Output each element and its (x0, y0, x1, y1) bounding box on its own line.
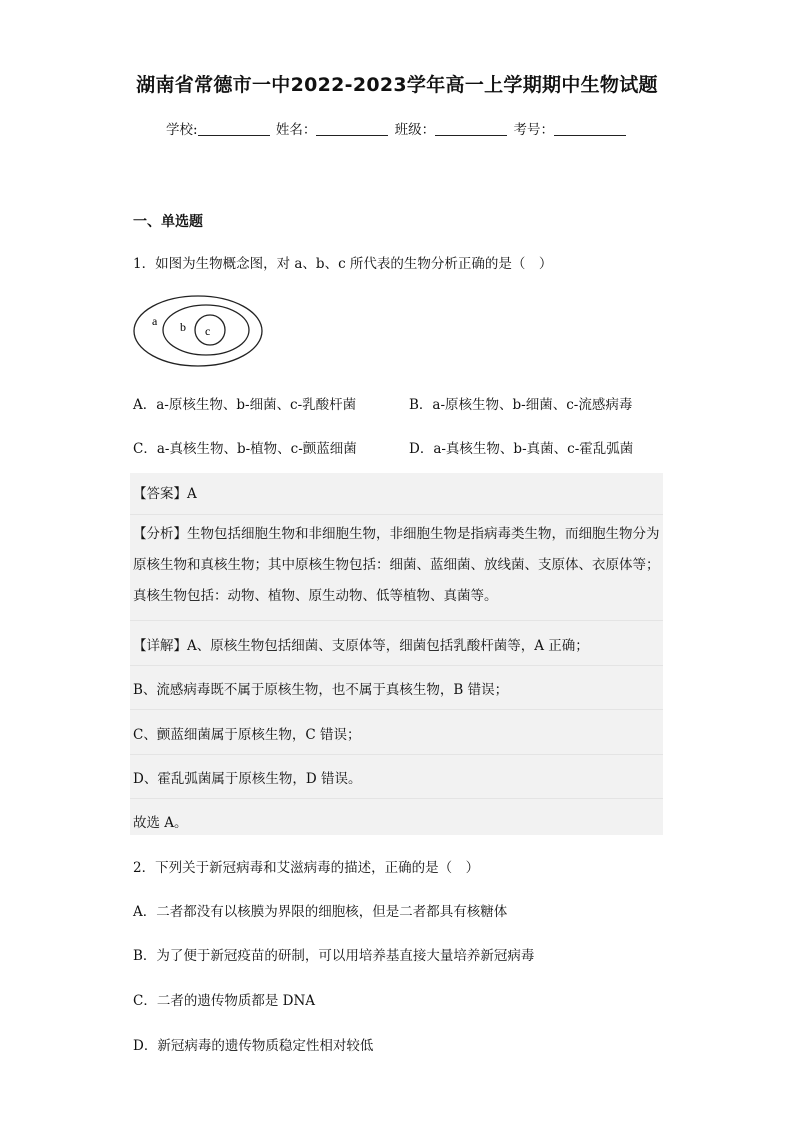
q1-option-d: D．a-真核生物、b-真菌、c-霍乱弧菌 (409, 441, 634, 457)
q2-option-c: C．二者的遗传物质都是 DNA (133, 993, 316, 1009)
section-title: 一、单选题 (133, 214, 203, 230)
divider (130, 665, 663, 666)
detail-line: C、颤蓝细菌属于原核生物，C 错误； (133, 727, 361, 743)
q2-stem: 2．下列关于新冠病毒和艾滋病毒的描述，正确的是（ ） (133, 860, 480, 876)
q2-option-b: B．为了便于新冠疫苗的研制，可以用培养基直接大量培养新冠病毒 (133, 948, 535, 964)
detail-line: D、霍乱弧菌属于原核生物，D 错误。 (133, 771, 362, 787)
answer-explanation-box (130, 473, 663, 835)
label-b: b (180, 320, 186, 334)
q1-option-a: A．a-原核生物、b-细菌、c-乳酸杆菌 (133, 397, 357, 413)
divider (130, 514, 663, 515)
school-blank (198, 121, 270, 136)
detail-line: 【详解】A、原核生物包括细菌、支原体等，细菌包括乳酸杆菌等，A 正确； (133, 638, 589, 654)
class-blank (435, 121, 507, 136)
exam-no-blank (554, 121, 626, 136)
student-info-row (0, 118, 794, 138)
analysis-text: 【分析】生物包括细胞生物和非细胞生物，非细胞生物是指病毒类生物，而细胞生物分为原核生物和真核生物；其中原核生物包括：细菌、蓝细菌、放线菌、支原体、衣原体等；真核生物包括：动物、植物、原生动物、低等植物、真菌等。 (133, 526, 660, 604)
answer-text: 【答案】A (133, 486, 197, 502)
detail-line: B、流感病毒既不属于原核生物，也不属于真核生物，B 错误； (133, 682, 509, 698)
divider (130, 709, 663, 710)
name-label: 姓名： (275, 122, 317, 138)
q1-option-c: C．a-真核生物、b-植物、c-颤蓝细菌 (133, 441, 357, 457)
concept-diagram (130, 293, 266, 373)
detail-line: 故选 A。 (133, 815, 188, 831)
divider (130, 620, 663, 621)
exam-no-label: 考号： (513, 122, 554, 138)
q2-option-a: A．二者都没有以核膜为界限的细胞核，但是二者都具有核糖体 (133, 904, 508, 920)
q2-option-d: D．新冠病毒的遗传物质稳定性相对较低 (133, 1038, 374, 1054)
class-label: 班级： (394, 122, 436, 138)
school-label: 学校: (166, 122, 198, 138)
q1-stem: 1．如图为生物概念图，对 a、b、c 所代表的生物分析正确的是（ ） (133, 256, 553, 272)
name-blank (316, 121, 388, 136)
q1-option-b: B．a-原核生物、b-细菌、c-流感病毒 (409, 397, 633, 413)
ellipse-a (134, 296, 262, 366)
label-c: c (205, 324, 211, 338)
divider (130, 754, 663, 755)
page-title: 湖南省常德市一中2022-2023学年高一上学期期中生物试题 (136, 74, 658, 96)
label-a: a (152, 314, 158, 328)
divider (130, 798, 663, 799)
